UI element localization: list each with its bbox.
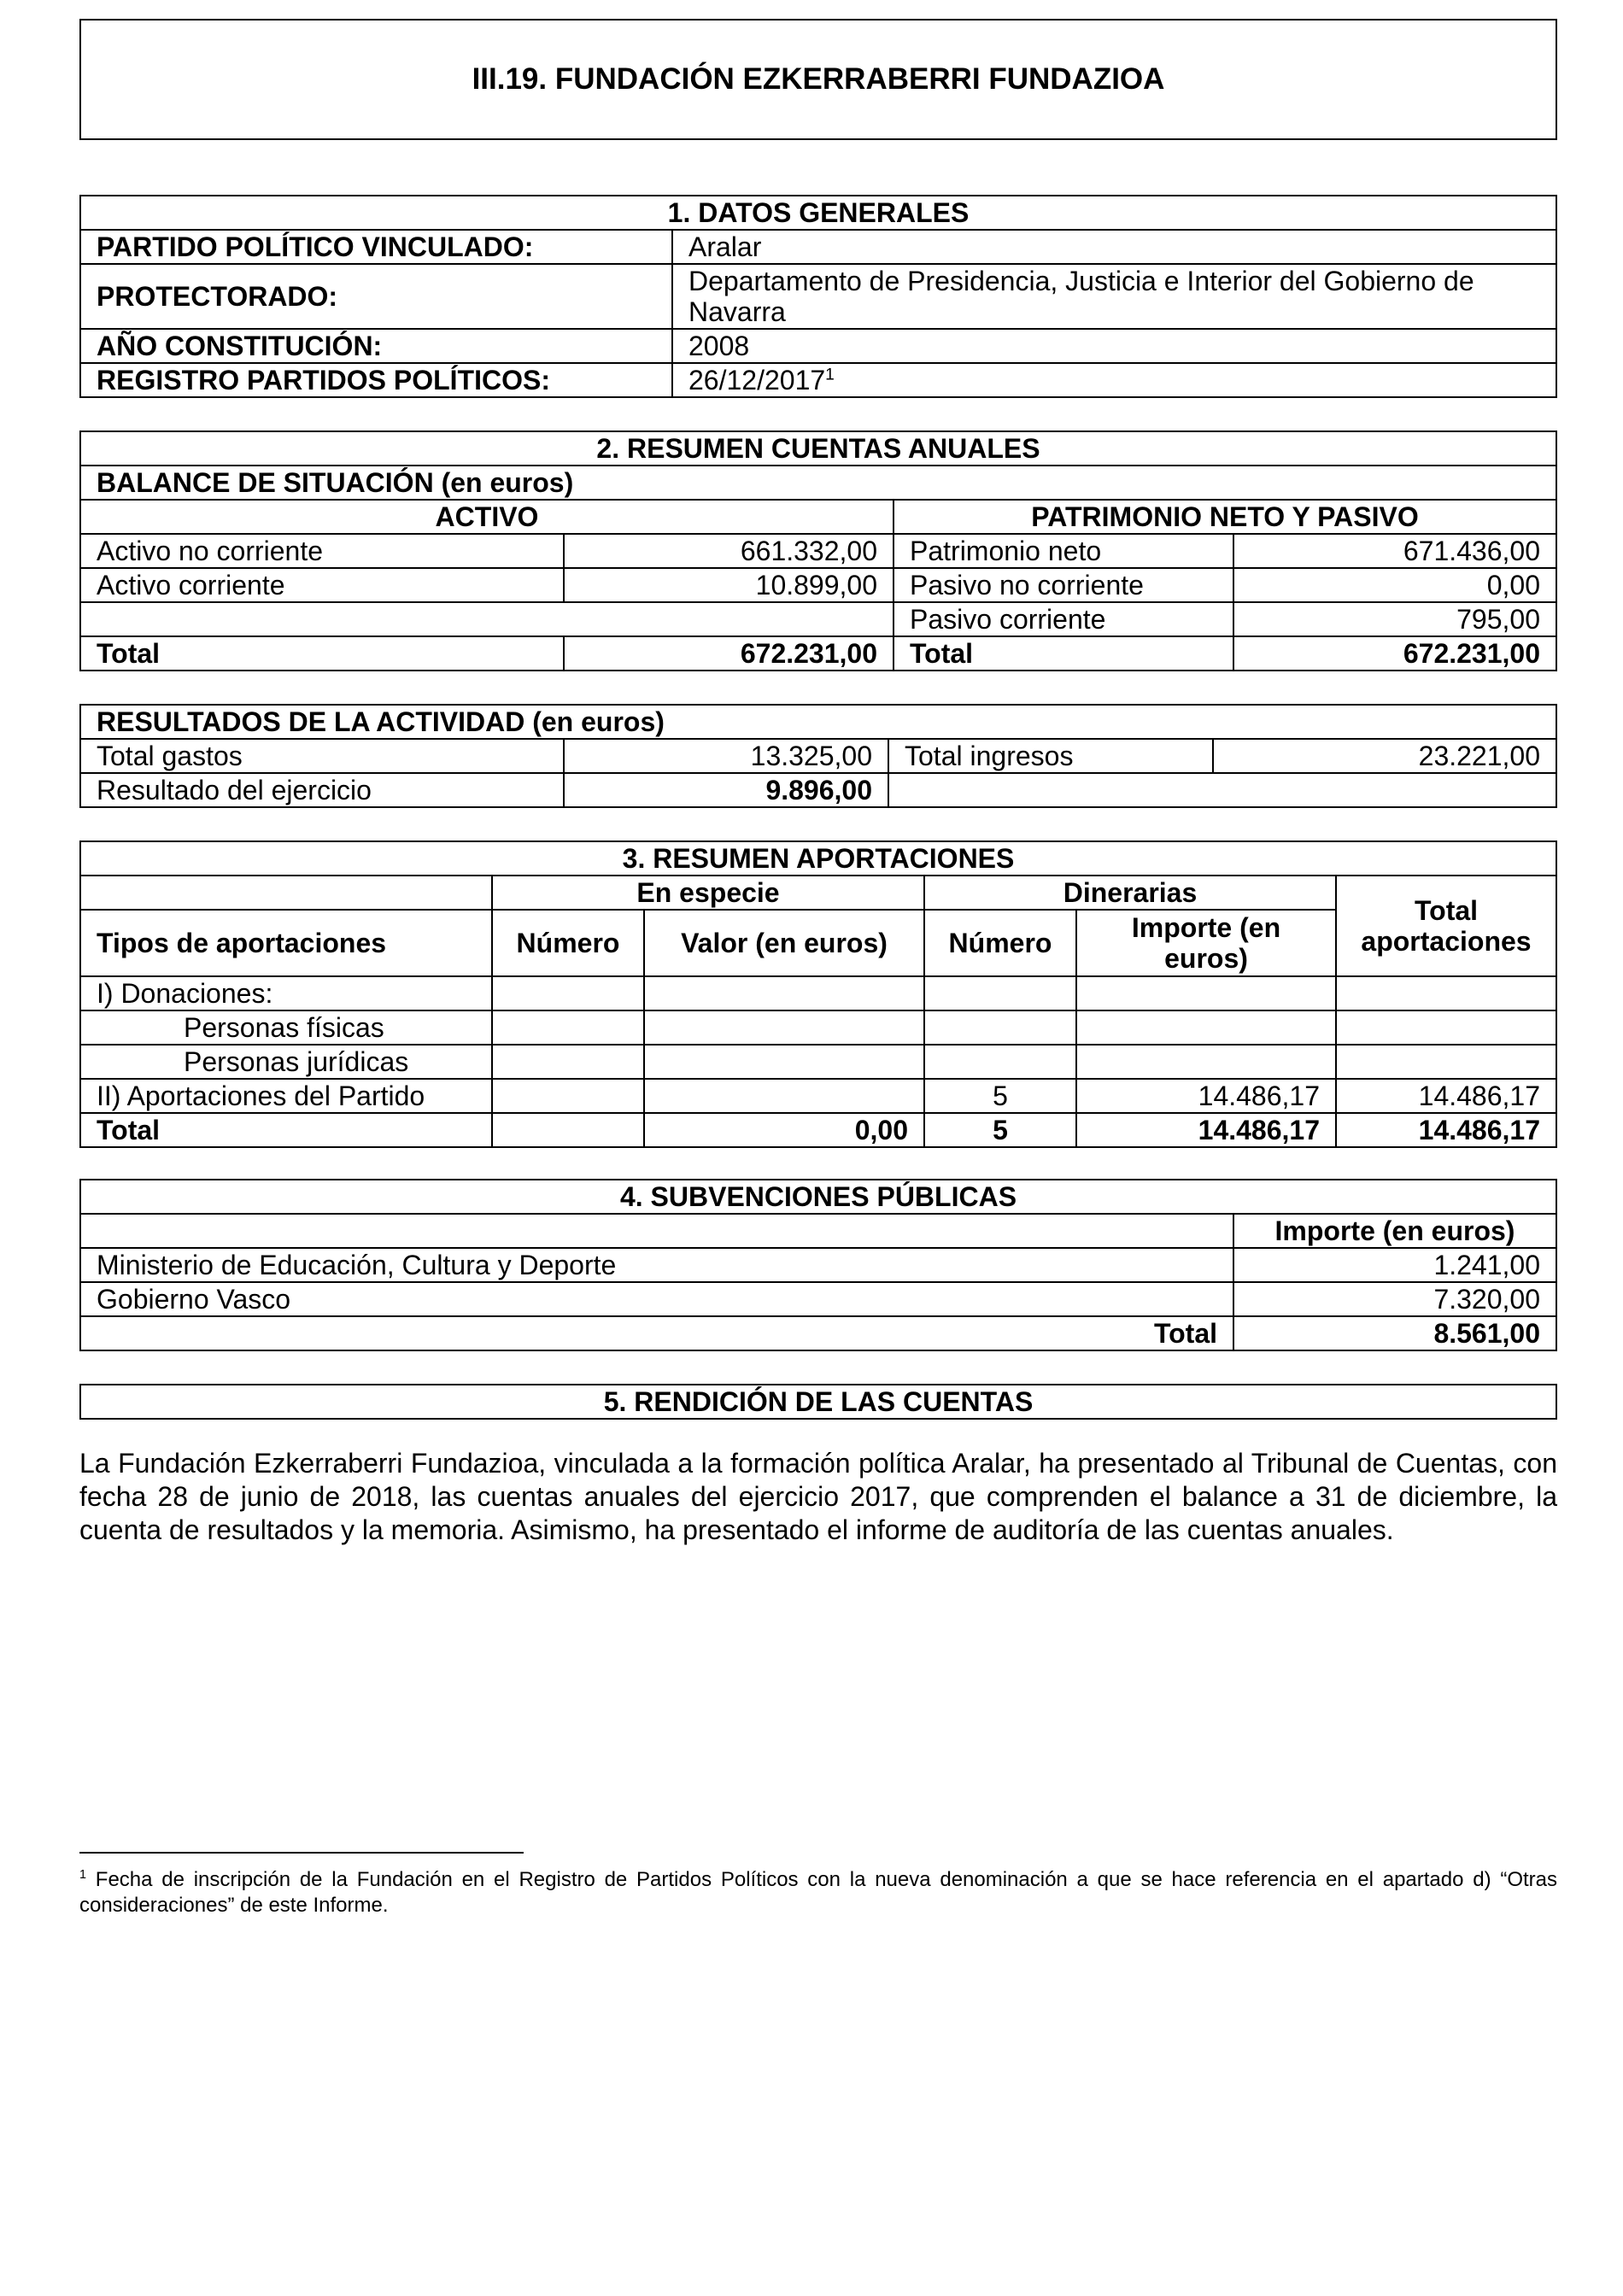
aportacion-label: Personas físicas: [80, 1010, 492, 1045]
aportacion-label: II) Aportaciones del Partido: [80, 1079, 492, 1113]
subvenciones-total-value: 8.561,00: [1233, 1316, 1556, 1350]
pasivo-total-value: 672.231,00: [1233, 636, 1556, 671]
especie-heading: En especie: [492, 876, 924, 910]
pasivo-value: 671.436,00: [1233, 534, 1556, 568]
subvencion-label: Ministerio de Educación, Cultura y Deporte: [80, 1248, 1233, 1282]
subvencion-label: Gobierno Vasco: [80, 1282, 1233, 1316]
especie-valor: [644, 1010, 924, 1045]
numero-heading: Número: [924, 910, 1076, 976]
empty-cell: [80, 876, 492, 910]
subvenciones-total-label: Total: [80, 1316, 1233, 1350]
subvencion-value: 7.320,00: [1233, 1282, 1556, 1316]
especie-numero: [492, 1079, 644, 1113]
aportaciones-total-label: Total: [80, 1113, 492, 1147]
row-value: Departamento de Presidencia, Justicia e Interior del Gobierno de Navarra: [672, 264, 1556, 329]
especie-numero: [492, 1010, 644, 1045]
row-value: 2008: [672, 329, 1556, 363]
footnote-mark: 1: [79, 1868, 87, 1882]
pasivo-label: Patrimonio neto: [894, 534, 1233, 568]
total-aportaciones: [1336, 1045, 1556, 1079]
rendicion-heading-table: [79, 1384, 1557, 1420]
footnote-text: Fecha de inscripción de la Fundación en el Registro de Partidos Políticos con la nueva denominación a que se hace referencia en el apartado d) “Otras consideraciones” de este Informe.: [79, 1868, 1557, 1917]
activo-total-label: Total: [80, 636, 564, 671]
activo-label: Activo corriente: [80, 568, 564, 602]
registro-date: 26/12/2017: [688, 365, 826, 395]
ingresos-label: Total ingresos: [888, 739, 1213, 773]
row-value: [672, 363, 1556, 397]
row-label: PARTIDO POLÍTICO VINCULADO:: [80, 230, 672, 264]
gastos-value: 13.325,00: [564, 739, 888, 773]
activo-label: Activo no corriente: [80, 534, 564, 568]
gastos-label: Total gastos: [80, 739, 564, 773]
footnote-divider: [79, 1852, 524, 1854]
datos-generales-table: [79, 195, 1557, 398]
dinerarias-importe: [1076, 976, 1336, 1010]
total-aportaciones: [1336, 976, 1556, 1010]
empty-cell: [80, 1214, 1233, 1248]
balance-subheading: BALANCE DE SITUACIÓN (en euros): [80, 466, 1556, 500]
subvenciones-table: [79, 1179, 1557, 1351]
section-heading: 1. DATOS GENERALES: [80, 196, 1556, 230]
ingresos-value: 23.221,00: [1213, 739, 1556, 773]
total-aportaciones-heading: Total aportaciones: [1336, 876, 1556, 976]
rendicion-paragraph: La Fundación Ezkerraberri Fundazioa, vinculada a la formación política Aralar, ha presentado al Tribunal de Cuentas, con fecha 28 de junio de 2018, las cuentas anuales del ejercicio 2017, que comprenden el balance a 31 de diciembre, la cuenta de resultados y la memoria. Asimismo, ha presentado el informe de auditoría de las cuentas anuales.: [79, 1448, 1557, 1545]
activo-value: 10.899,00: [564, 568, 894, 602]
resultado-label: Resultado del ejercicio: [80, 773, 564, 807]
resultado-value: 9.896,00: [564, 773, 888, 807]
pasivo-total-label: Total: [894, 636, 1233, 671]
especie-valor: [644, 976, 924, 1010]
footnote: [79, 1867, 1557, 1918]
pasivo-heading: PATRIMONIO NETO Y PASIVO: [894, 500, 1556, 534]
dinerarias-numero-total: 5: [924, 1113, 1076, 1147]
activo-value: 661.332,00: [564, 534, 894, 568]
dinerarias-numero: [924, 1010, 1076, 1045]
subvencion-value: 1.241,00: [1233, 1248, 1556, 1282]
pasivo-label: Pasivo no corriente: [894, 568, 1233, 602]
especie-valor: [644, 1079, 924, 1113]
importe-heading: Importe (en euros): [1076, 910, 1336, 976]
activo-heading: ACTIVO: [80, 500, 894, 534]
pasivo-value: 0,00: [1233, 568, 1556, 602]
section-heading: 2. RESUMEN CUENTAS ANUALES: [80, 431, 1556, 466]
aportacion-label: Personas jurídicas: [80, 1045, 492, 1079]
dinerarias-numero: [924, 1045, 1076, 1079]
activo-total-value: 672.231,00: [564, 636, 894, 671]
dinerarias-importe: [1076, 1045, 1336, 1079]
total-aportaciones: [1336, 1010, 1556, 1045]
especie-numero: [492, 976, 644, 1010]
empty-cell: [888, 773, 1556, 807]
resultados-heading: RESULTADOS DE LA ACTIVIDAD (en euros): [80, 705, 1556, 739]
resultados-table: [79, 704, 1557, 808]
balance-table: [79, 430, 1557, 671]
dinerarias-importe-total: 14.486,17: [1076, 1113, 1336, 1147]
row-value: Aralar: [672, 230, 1556, 264]
section-heading: 5. RENDICIÓN DE LAS CUENTAS: [80, 1385, 1556, 1419]
tipos-heading: Tipos de aportaciones: [80, 910, 492, 976]
page-title: III.19. FUNDACIÓN EZKERRABERRI FUNDAZIOA: [79, 19, 1557, 140]
especie-numero: [492, 1045, 644, 1079]
pasivo-label: Pasivo corriente: [894, 602, 1233, 636]
dinerarias-importe: [1076, 1010, 1336, 1045]
valor-heading: Valor (en euros): [644, 910, 924, 976]
numero-heading: Número: [492, 910, 644, 976]
activo-empty-cell: [80, 602, 894, 636]
aportacion-label: I) Donaciones:: [80, 976, 492, 1010]
especie-valor: [644, 1045, 924, 1079]
row-label: PROTECTORADO:: [80, 264, 672, 329]
dinerarias-numero: [924, 976, 1076, 1010]
total-aportaciones: 14.486,17: [1336, 1079, 1556, 1113]
aportaciones-table: [79, 840, 1557, 1148]
dinerarias-importe: 14.486,17: [1076, 1079, 1336, 1113]
footnote-ref: 1: [825, 366, 835, 384]
section-heading: 3. RESUMEN APORTACIONES: [80, 841, 1556, 876]
section-heading: 4. SUBVENCIONES PÚBLICAS: [80, 1180, 1556, 1214]
importe-heading: Importe (en euros): [1233, 1214, 1556, 1248]
especie-numero-total: [492, 1113, 644, 1147]
row-label: REGISTRO PARTIDOS POLÍTICOS:: [80, 363, 672, 397]
pasivo-value: 795,00: [1233, 602, 1556, 636]
dinerarias-heading: Dinerarias: [924, 876, 1336, 910]
dinerarias-numero: 5: [924, 1079, 1076, 1113]
aportaciones-grand-total: 14.486,17: [1336, 1113, 1556, 1147]
especie-valor-total: 0,00: [644, 1113, 924, 1147]
row-label: AÑO CONSTITUCIÓN:: [80, 329, 672, 363]
